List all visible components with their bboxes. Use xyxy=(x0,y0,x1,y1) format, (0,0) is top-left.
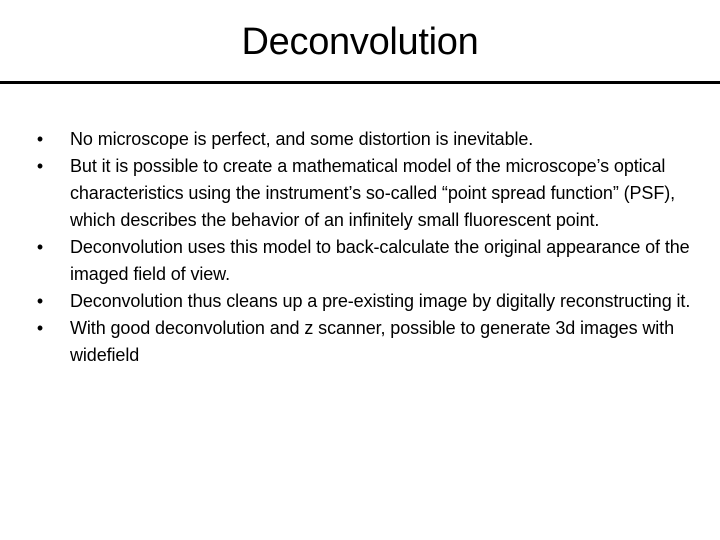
bullet-marker: • xyxy=(36,318,44,338)
bullet-item xyxy=(30,126,700,153)
title-divider xyxy=(0,81,720,84)
bullet-marker: • xyxy=(36,237,44,257)
bullet-text: Deconvolution thus cleans up a pre-existing image by digitally reconstructing it. xyxy=(70,291,691,311)
bullet-marker: • xyxy=(36,291,44,311)
bullet-text: Deconvolution uses this model to back-calculate the original appearance of the imaged field of view. xyxy=(70,237,690,284)
bullet-item xyxy=(30,315,700,369)
bullet-text: But it is possible to create a mathematical model of the microscope’s optical characteristics using the instrument’s so-called “point spread function” (PSF), which describes the behavior of an infinitely small fluorescent point. xyxy=(70,156,676,230)
bullet-marker: • xyxy=(36,156,44,176)
bullet-list xyxy=(30,126,700,369)
bullet-item xyxy=(30,288,700,315)
bullet-text: With good deconvolution and z scanner, possible to generate 3d images with widefield xyxy=(70,318,674,365)
bullet-marker: • xyxy=(36,129,44,149)
bullet-item xyxy=(30,153,700,234)
bullet-item xyxy=(30,234,700,288)
bullet-text: No microscope is perfect, and some distortion is inevitable. xyxy=(70,129,534,149)
slide-title: Deconvolution xyxy=(241,21,479,63)
